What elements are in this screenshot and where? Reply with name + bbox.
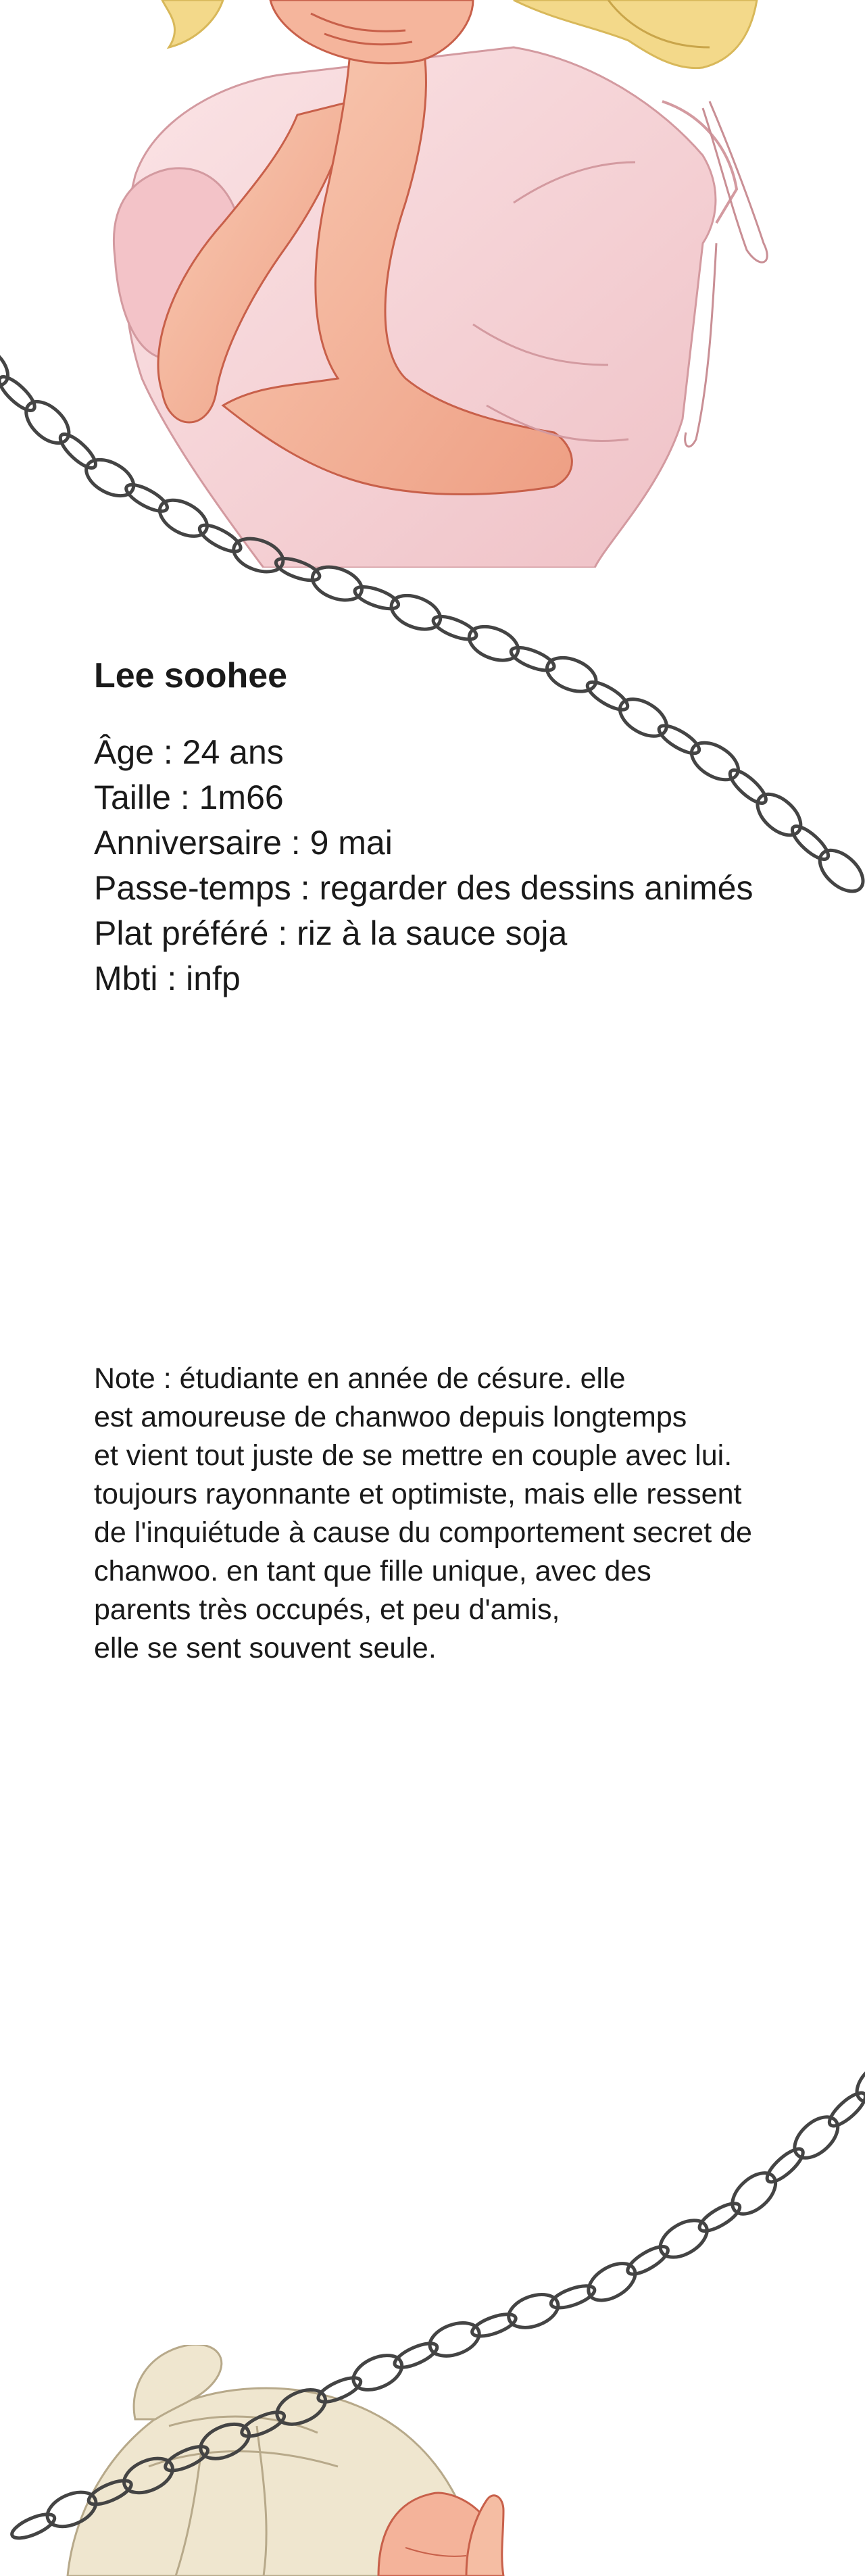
chain-link: [787, 2109, 845, 2166]
chain-link: [549, 2281, 597, 2312]
character-profile: [94, 649, 837, 1001]
chain-link: [470, 2310, 518, 2341]
note-line: parents très occupés, et peu d'amis,: [94, 1593, 560, 1626]
chain-link: [430, 612, 479, 644]
note-line: de l'inquiétude à cause du comportement secret de: [94, 1516, 752, 1549]
chain-link: [725, 2165, 783, 2222]
note-line: Note : étudiante en année de césure. elle: [94, 1362, 626, 1395]
character-stats: [94, 730, 837, 1001]
note-line: chanwoo. en tant que fille unique, avec des: [94, 1555, 651, 1587]
chain-link: [582, 2256, 641, 2308]
stat-favorite-food: Plat préféré : riz à la sauce soja: [94, 914, 568, 952]
note-line: et vient tout juste de se mettre en couple avec lui.: [94, 1439, 733, 1472]
stat-height: Taille : 1m66: [94, 778, 284, 816]
chain-link: [624, 2241, 672, 2279]
character-name: Lee soohee: [94, 656, 288, 695]
chain-link: [825, 2088, 865, 2131]
note-line: est amoureuse de chanwoo depuis longtemps: [94, 1401, 687, 1433]
character-illustration-top: [0, 0, 865, 568]
chain-link: [696, 2198, 744, 2236]
character-illustration-bottom: [0, 2345, 865, 2576]
stat-mbti: Mbti : infp: [94, 960, 241, 997]
stat-birthday: Anniversaire : 9 mai: [94, 824, 393, 862]
chain-link: [308, 561, 366, 606]
stat-age: Âge : 24 ans: [94, 733, 284, 771]
chain-link: [762, 2144, 808, 2187]
chain-link: [387, 589, 445, 636]
character-note: [94, 1360, 837, 1668]
chain-link: [654, 2213, 714, 2265]
chain-link: [352, 583, 401, 614]
chain-link: [849, 2053, 865, 2110]
note-line: toujours rayonnante et optimiste, mais elle ressent: [94, 1478, 742, 1510]
chain-link: [504, 2288, 562, 2333]
stat-hobby: Passe-temps : regarder des dessins animés: [94, 869, 753, 907]
note-line: elle se sent souvent seule.: [94, 1632, 437, 1664]
